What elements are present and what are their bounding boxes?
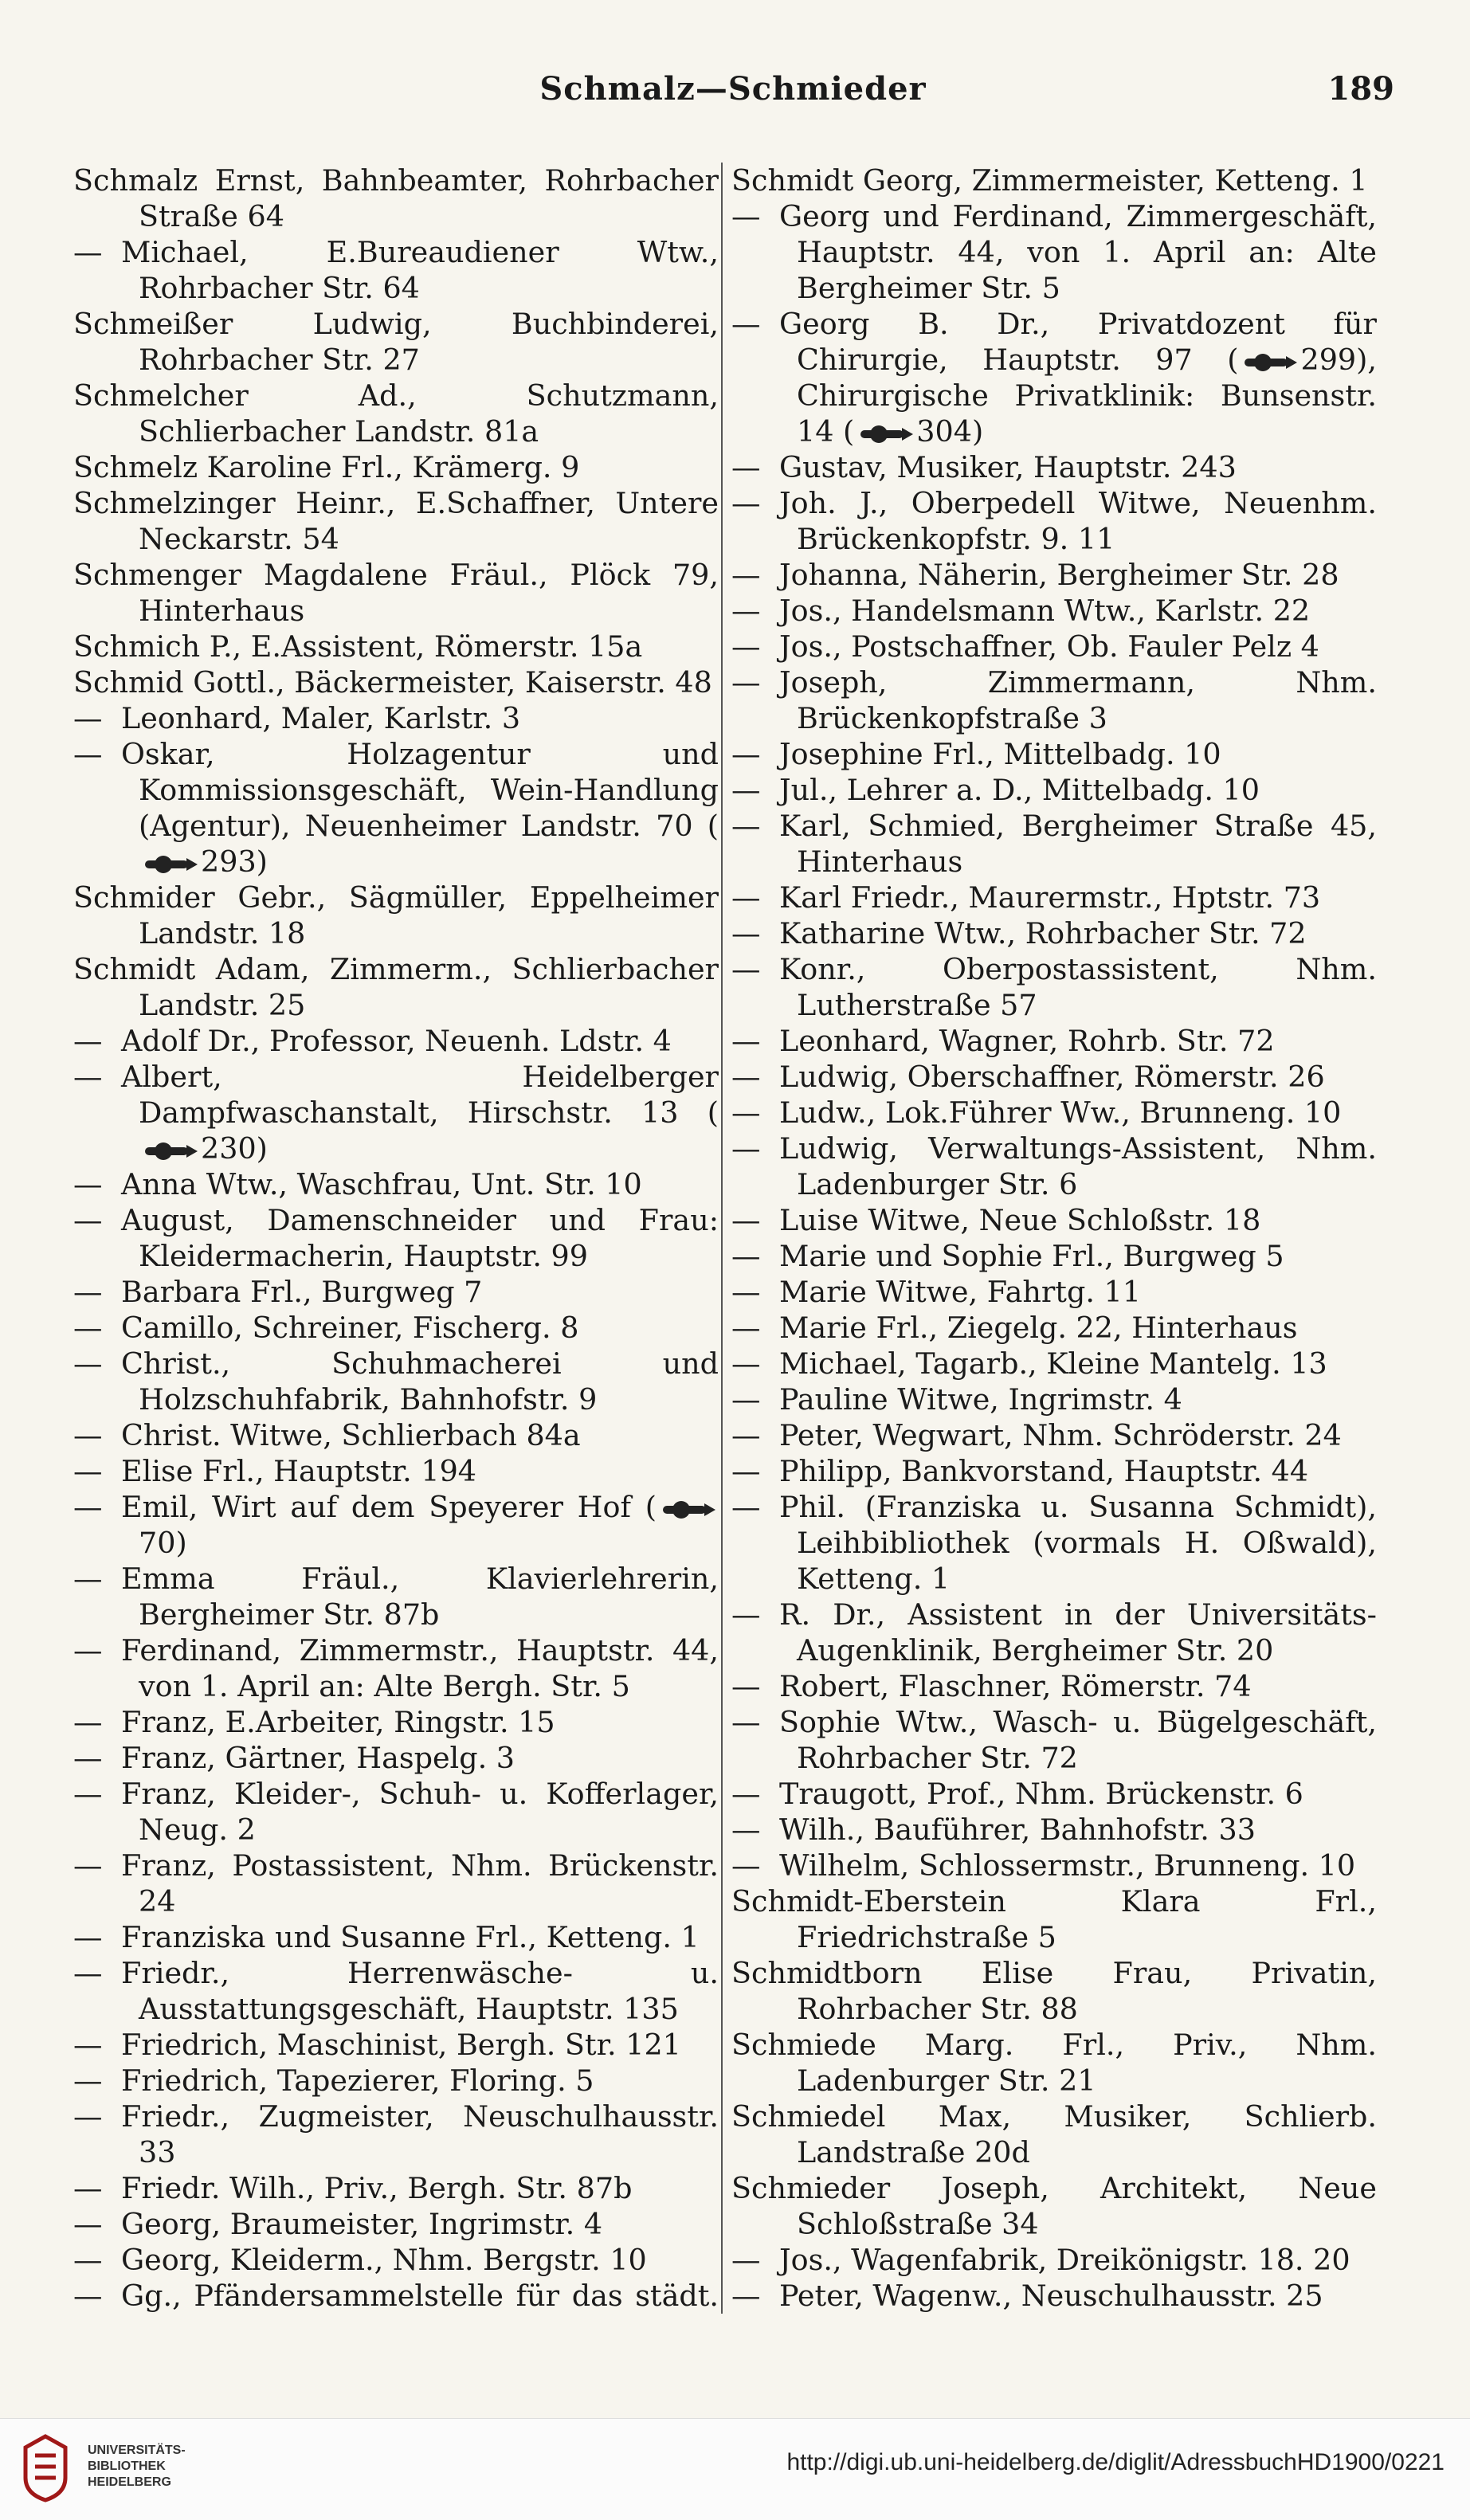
ditto-dash: — xyxy=(731,773,761,807)
ditto-dash: — xyxy=(73,2063,103,2098)
ditto-dash: — xyxy=(73,1741,103,1775)
entry-text: Ludwig, Verwaltungs-Assistent, Nhm. Ladenburger Str. 6 xyxy=(779,1131,1377,1201)
entry-text: Joh. J., Oberpedell Witwe, Neuenhm. Brückenkopfstr. 9. 11 xyxy=(779,486,1377,556)
entry-text: ) xyxy=(971,414,984,449)
entry-text: Katharine Wtw., Rohrbacher Str. 72 xyxy=(779,916,1307,950)
entry-text: Friedrich, Tapezierer, Floring. 5 xyxy=(121,2063,594,2098)
directory-entry xyxy=(731,2242,1377,2278)
entry-text: Schmiedel Max, Musiker, Schlierb. Landstraße 20d xyxy=(731,2099,1377,2169)
entry-text: Emil, Wirt auf dem Speyerer Hof ( xyxy=(121,1490,657,1524)
entry-text: Franz, E.Arbeiter, Ringstr. 15 xyxy=(121,1705,555,1739)
directory-entry xyxy=(73,2099,719,2170)
entry-text: Schmelcher Ad., Schutzmann, Schlierbacher Landstr. 81a xyxy=(73,378,719,449)
ditto-dash: — xyxy=(73,1562,103,1596)
directory-entry xyxy=(731,163,1377,198)
right-column xyxy=(731,163,1377,2314)
entry-text: Wilhelm, Schlossermstr., Brunneng. 10 xyxy=(779,1848,1356,1883)
entry-text: Schmeißer Ludwig, Buchbinderei, Rohrbacher Str. 27 xyxy=(73,307,719,377)
entry-text: Leonhard, Maler, Karlstr. 3 xyxy=(121,701,521,735)
telephone-handset-icon xyxy=(142,1142,198,1160)
directory-entry xyxy=(731,198,1377,306)
ditto-dash: — xyxy=(731,1705,761,1739)
telephone-handset-icon xyxy=(857,425,913,443)
ditto-dash: — xyxy=(731,1490,761,1524)
directory-entry xyxy=(73,2206,719,2242)
directory-entry xyxy=(73,1059,719,1166)
ditto-dash: — xyxy=(731,1095,761,1130)
ditto-dash: — xyxy=(73,1454,103,1488)
entry-text: Oskar, Holzagentur und Kommissionsgeschäft, Wein-Handlung (Agentur), Neuenheimer Landstr. 70 ( xyxy=(121,737,719,843)
directory-entry xyxy=(73,1776,719,1848)
entry-text: Schmelzinger Heinr., E.Schaffner, Untere Neckarstr. 54 xyxy=(73,486,719,556)
directory-entry xyxy=(73,485,719,557)
directory-entry xyxy=(73,1704,719,1740)
ditto-dash: — xyxy=(731,809,761,843)
directory-entry xyxy=(73,1202,719,1274)
directory-entry xyxy=(731,1023,1377,1059)
entry-text: Schmich P., E.Assistent, Römerstr. 15a xyxy=(73,629,643,664)
ditto-dash: — xyxy=(73,2028,103,2062)
directory-entry xyxy=(73,2063,719,2099)
ditto-dash: — xyxy=(731,199,761,233)
phone-number: 230 xyxy=(201,1131,257,1166)
ditto-dash: — xyxy=(73,1490,103,1524)
entry-text: Friedr., Herrenwäsche- u. Ausstattungsgeschäft, Hauptstr. 135 xyxy=(121,1956,719,2026)
directory-entry xyxy=(73,306,719,378)
ditto-dash: — xyxy=(731,1597,761,1632)
ditto-dash: — xyxy=(731,665,761,700)
entry-text: Michael, Tagarb., Kleine Mantelg. 13 xyxy=(779,1346,1327,1381)
phone-number: 304 xyxy=(916,414,972,449)
entry-text: Camillo, Schreiner, Fischerg. 8 xyxy=(121,1311,579,1345)
entry-text: Michael, E.Bureaudiener Wtw., Rohrbacher Str. 64 xyxy=(121,235,719,305)
ditto-dash: — xyxy=(73,1418,103,1452)
entry-text: ), Chirurgische Privatklinik: Bunsenstr. 14 ( xyxy=(797,343,1377,449)
directory-entry xyxy=(731,1704,1377,1776)
ditto-dash: — xyxy=(731,1454,761,1488)
entry-text: Jos., Handelsmann Wtw., Karlstr. 22 xyxy=(779,594,1311,628)
entry-text: Marie Witwe, Fahrtg. 11 xyxy=(779,1275,1141,1309)
entry-text: Schmider Gebr., Sägmüller, Eppelheimer Landstr. 18 xyxy=(73,880,719,950)
directory-entry xyxy=(73,1848,719,1919)
entry-text: Franziska und Susanne Frl., Ketteng. 1 xyxy=(121,1920,700,1954)
entry-text: Gustav, Musiker, Hauptstr. 243 xyxy=(779,450,1237,484)
ditto-dash: — xyxy=(73,1311,103,1345)
ditto-dash: — xyxy=(731,737,761,771)
ditto-dash: — xyxy=(73,1848,103,1883)
entry-text: August, Damenschneider und Frau: Kleidermacherin, Hauptstr. 99 xyxy=(121,1203,719,1273)
directory-entry xyxy=(731,808,1377,880)
directory-entry xyxy=(731,306,1377,449)
ditto-dash: — xyxy=(73,2171,103,2205)
directory-entry xyxy=(731,1883,1377,1955)
entry-text: Josephine Frl., Mittelbadg. 10 xyxy=(779,737,1221,771)
ditto-dash: — xyxy=(73,701,103,735)
entry-text: Schmidt Adam, Zimmerm., Schlierbacher Landstr. 25 xyxy=(73,952,719,1022)
phone-number: 70 xyxy=(139,1526,176,1560)
ditto-dash: — xyxy=(731,1203,761,1237)
entry-text: Jos., Postschaffner, Ob. Fauler Pelz 4 xyxy=(779,629,1319,664)
entry-text: Schmieder Joseph, Architekt, Neue Schloßstraße 34 xyxy=(731,2171,1377,2241)
directory-entry xyxy=(73,2027,719,2063)
ditto-dash: — xyxy=(731,952,761,986)
entry-text: Franz, Gärtner, Haspelg. 3 xyxy=(121,1741,515,1775)
directory-entry xyxy=(731,1417,1377,1453)
ditto-dash: — xyxy=(731,1669,761,1703)
directory-entry xyxy=(731,1668,1377,1704)
entry-text: Marie und Sophie Frl., Burgweg 5 xyxy=(779,1239,1284,1273)
ditto-dash: — xyxy=(73,1920,103,1954)
ditto-dash: — xyxy=(73,2279,103,2313)
directory-entry xyxy=(73,1023,719,1059)
ditto-dash: — xyxy=(73,2243,103,2277)
directory-entry xyxy=(731,880,1377,915)
entry-text: Marie Frl., Ziegelg. 22, Hinterhaus xyxy=(779,1311,1298,1345)
ditto-dash: — xyxy=(731,450,761,484)
ditto-dash: — xyxy=(731,1848,761,1883)
entry-text: Ludwig, Oberschaffner, Römerstr. 26 xyxy=(779,1060,1325,1094)
entry-text: Christ. Witwe, Schlierbach 84a xyxy=(121,1418,581,1452)
left-column xyxy=(73,163,719,2314)
directory-entry xyxy=(73,1632,719,1704)
directory-entry xyxy=(731,736,1377,772)
library-line-2: BIBLIOTHEK xyxy=(88,2459,166,2473)
directory-entry xyxy=(731,1489,1377,1597)
entry-text: Traugott, Prof., Nhm. Brückenstr. 6 xyxy=(779,1777,1303,1811)
entry-text: Luise Witwe, Neue Schloßstr. 18 xyxy=(779,1203,1261,1237)
entry-text: Karl, Schmied, Bergheimer Straße 45, Hinterhaus xyxy=(779,809,1377,879)
entry-text: Georg, Kleiderm., Nhm. Bergstr. 10 xyxy=(121,2243,647,2277)
directory-entry xyxy=(731,1597,1377,1668)
entry-text: Adolf Dr., Professor, Neuenh. Ldstr. 4 xyxy=(121,1024,672,1058)
directory-entry xyxy=(73,2242,719,2278)
directory-entry xyxy=(73,1955,719,2027)
phone-number: 299 xyxy=(1300,343,1357,377)
ditto-dash: — xyxy=(731,1382,761,1417)
directory-entry xyxy=(731,1310,1377,1346)
entry-text: Wilh., Bauführer, Bahnhofstr. 33 xyxy=(779,1813,1256,1847)
ditto-dash: — xyxy=(731,1239,761,1273)
directory-entry xyxy=(731,449,1377,485)
entry-text: Pauline Witwe, Ingrimstr. 4 xyxy=(779,1382,1182,1417)
entry-text: Schmalz Ernst, Bahnbeamter, Rohrbacher Straße 64 xyxy=(73,163,719,233)
ditto-dash: — xyxy=(731,629,761,664)
entry-text: Johanna, Näherin, Bergheimer Str. 28 xyxy=(779,558,1339,592)
entry-text: Karl Friedr., Maurermstr., Hptstr. 73 xyxy=(779,880,1321,915)
entry-text: Leonhard, Wagner, Rohrb. Str. 72 xyxy=(779,1024,1275,1058)
directory-entry xyxy=(73,880,719,951)
directory-entry xyxy=(731,664,1377,736)
entry-text: Jos., Wagenfabrik, Dreikönigstr. 18. 20 xyxy=(779,2243,1350,2277)
entry-text: Schmid Gottl., Bäckermeister, Kaiserstr. 48 xyxy=(73,665,712,700)
directory-entry xyxy=(731,557,1377,593)
directory-entry xyxy=(73,1489,719,1561)
directory-entry xyxy=(731,593,1377,629)
ditto-dash: — xyxy=(73,1024,103,1058)
ditto-dash: — xyxy=(73,1203,103,1237)
ditto-dash: — xyxy=(731,1131,761,1166)
ditto-dash: — xyxy=(731,1777,761,1811)
directory-entry xyxy=(731,2099,1377,2170)
entry-text: Franz, Kleider-, Schuh- u. Kofferlager, Neug. 2 xyxy=(121,1777,719,1847)
telephone-handset-icon xyxy=(660,1501,715,1519)
library-line-1: UNIVERSITÄTS- xyxy=(88,2444,186,2457)
library-name xyxy=(88,2443,186,2491)
column-divider xyxy=(721,163,723,2314)
directory-entry xyxy=(731,1131,1377,1202)
directory-entry xyxy=(73,2170,719,2206)
entry-text: Robert, Flaschner, Römerstr. 74 xyxy=(779,1669,1252,1703)
entry-text: ) xyxy=(175,1526,187,1560)
entry-text: Georg B. Dr., Privatdozent für Chirurgie, Hauptstr. 97 ( xyxy=(779,307,1377,377)
university-seal-icon xyxy=(18,2432,73,2503)
directory-entry xyxy=(731,2278,1377,2314)
directory-entry xyxy=(73,736,719,880)
entry-text: Schmidt Georg, Zimmermeister, Ketteng. 1 xyxy=(731,163,1368,198)
entry-text: Georg, Braumeister, Ingrimstr. 4 xyxy=(121,2207,603,2241)
ditto-dash: — xyxy=(731,1813,761,1847)
directory-entry xyxy=(731,2027,1377,2099)
directory-entry xyxy=(73,1919,719,1955)
directory-entry xyxy=(73,700,719,736)
ditto-dash: — xyxy=(731,307,761,341)
ditto-dash: — xyxy=(731,880,761,915)
ditto-dash: — xyxy=(731,1418,761,1452)
entry-text: Anna Wtw., Waschfrau, Unt. Str. 10 xyxy=(121,1167,642,1201)
directory-entry xyxy=(73,163,719,234)
entry-text: Albert, Heidelberger Dampfwaschanstalt, Hirschstr. 13 ( xyxy=(121,1060,719,1130)
directory-entry xyxy=(73,1561,719,1632)
directory-entry xyxy=(731,1381,1377,1417)
directory-entry xyxy=(731,629,1377,664)
entry-text: Friedrich, Maschinist, Bergh. Str. 121 xyxy=(121,2028,681,2062)
directory-entry xyxy=(731,772,1377,808)
library-line-3: HEIDELBERG xyxy=(88,2475,171,2489)
directory-entry xyxy=(73,1346,719,1417)
directory-entry xyxy=(73,951,719,1023)
ditto-dash: — xyxy=(731,2243,761,2277)
directory-entry xyxy=(73,378,719,449)
entry-text: Peter, Wegwart, Nhm. Schröderstr. 24 xyxy=(779,1418,1342,1452)
directory-entry xyxy=(731,1453,1377,1489)
directory-entry xyxy=(73,629,719,664)
entry-text: Schmelz Karoline Frl., Krämerg. 9 xyxy=(73,450,580,484)
directory-entry xyxy=(731,1095,1377,1131)
directory-entry xyxy=(73,449,719,485)
telephone-handset-icon xyxy=(142,856,198,873)
ditto-dash: — xyxy=(731,558,761,592)
source-url[interactable]: http://digi.ub.uni-heidelberg.de/diglit/AdressbuchHD1900/0221 xyxy=(786,2449,1445,2475)
directory-entry xyxy=(73,1740,719,1776)
ditto-dash: — xyxy=(73,1777,103,1811)
ditto-dash: — xyxy=(73,235,103,269)
entry-text: Emma Fräul., Klavierlehrerin, Bergheimer Str. 87b xyxy=(121,1562,719,1632)
entry-text: Barbara Frl., Burgweg 7 xyxy=(121,1275,483,1309)
entry-text: Christ., Schuhmacherei und Holzschuhfabrik, Bahnhofstr. 9 xyxy=(121,1346,719,1417)
directory-entry xyxy=(731,485,1377,557)
ditto-dash: — xyxy=(73,1060,103,1094)
entry-text: R. Dr., Assistent in der Universitäts-Augenklinik, Bergheimer Str. 20 xyxy=(779,1597,1377,1668)
entry-text: Konr., Oberpostassistent, Nhm. Lutherstraße 57 xyxy=(779,952,1377,1022)
entry-text: ) xyxy=(256,845,268,879)
directory-entry xyxy=(731,1812,1377,1848)
ditto-dash: — xyxy=(731,594,761,628)
entry-text: Schmenger Magdalene Fräul., Plöck 79, Hinterhaus xyxy=(73,558,719,628)
ditto-dash: — xyxy=(73,1633,103,1668)
ditto-dash: — xyxy=(731,1275,761,1309)
footer-bar xyxy=(0,2418,1470,2520)
entry-text: Georg und Ferdinand, Zimmergeschäft, Hauptstr. 44, von 1. April an: Alte Bergheimer Str. 5 xyxy=(779,199,1377,305)
ditto-dash: — xyxy=(73,1956,103,1990)
ditto-dash: — xyxy=(73,737,103,771)
entry-text: Phil. (Franziska u. Susanna Schmidt), Leihbibliothek (vormals H. Oßwald), Ketteng. 1 xyxy=(779,1490,1377,1596)
entry-text: Friedr. Wilh., Priv., Bergh. Str. 87b xyxy=(121,2171,633,2205)
ditto-dash: — xyxy=(731,2279,761,2313)
directory-entry xyxy=(731,1202,1377,1238)
directory-entry xyxy=(73,1453,719,1489)
directory-entry xyxy=(73,664,719,700)
ditto-dash: — xyxy=(73,1275,103,1309)
directory-entry xyxy=(73,234,719,306)
directory-entry xyxy=(73,557,719,629)
directory-entry xyxy=(731,1238,1377,1274)
phone-number: 293 xyxy=(201,845,257,879)
directory-entry xyxy=(73,1274,719,1310)
entry-text: Philipp, Bankvorstand, Hauptstr. 44 xyxy=(779,1454,1309,1488)
ditto-dash: — xyxy=(731,486,761,520)
ditto-dash: — xyxy=(731,1060,761,1094)
ditto-dash: — xyxy=(73,1346,103,1381)
entry-text: Schmiede Marg. Frl., Priv., Nhm. Ladenburger Str. 21 xyxy=(731,2028,1377,2098)
directory-entry xyxy=(731,2170,1377,2242)
entry-text: Friedr., Zugmeister, Neuschulhausstr. 33 xyxy=(121,2099,719,2169)
entry-text: Peter, Wagenw., Neuschulhausstr. 25 xyxy=(779,2279,1323,2313)
entry-text: Ludw., Lok.Führer Ww., Brunneng. 10 xyxy=(779,1095,1342,1130)
ditto-dash: — xyxy=(73,2099,103,2134)
telephone-handset-icon xyxy=(1241,354,1297,371)
entry-text: ) xyxy=(256,1131,268,1166)
entry-text: Franz, Postassistent, Nhm. Brückenstr. 24 xyxy=(121,1848,719,1918)
ditto-dash: — xyxy=(731,1024,761,1058)
directory-entry xyxy=(731,1955,1377,2027)
page-number: 189 xyxy=(1327,70,1394,108)
entry-text: Schmidtborn Elise Frau, Privatin, Rohrbacher Str. 88 xyxy=(731,1956,1377,2026)
entry-text: Schmidt-Eberstein Klara Frl., Friedrichstraße 5 xyxy=(731,1884,1377,1954)
ditto-dash: — xyxy=(731,1346,761,1381)
entry-text: Sophie Wtw., Wasch- u. Bügelgeschäft, Rohrbacher Str. 72 xyxy=(779,1705,1377,1775)
ditto-dash: — xyxy=(731,1311,761,1345)
entry-text: Ferdinand, Zimmermstr., Hauptstr. 44, von 1. April an: Alte Bergh. Str. 5 xyxy=(121,1633,719,1703)
entry-text: Gg., Pfändersammelstelle für das städt. xyxy=(121,2279,719,2313)
directory-entry xyxy=(731,1059,1377,1095)
directory-entry xyxy=(73,1166,719,1202)
ditto-dash: — xyxy=(731,916,761,950)
directory-entry xyxy=(73,1417,719,1453)
directory-entry xyxy=(73,1310,719,1346)
page-header xyxy=(72,70,1394,126)
directory-entry xyxy=(73,2278,719,2314)
running-title: Schmalz—Schmieder xyxy=(539,70,927,108)
directory-entry xyxy=(731,915,1377,951)
ditto-dash: — xyxy=(73,1705,103,1739)
directory-entry xyxy=(731,1346,1377,1381)
directory-entry xyxy=(731,1848,1377,1883)
ditto-dash: — xyxy=(73,1167,103,1201)
directory-entry xyxy=(731,1274,1377,1310)
entry-text: Elise Frl., Hauptstr. 194 xyxy=(121,1454,477,1488)
directory-entry xyxy=(731,1776,1377,1812)
directory-entry xyxy=(731,951,1377,1023)
ditto-dash: — xyxy=(73,2207,103,2241)
entry-text: Jul., Lehrer a. D., Mittelbadg. 10 xyxy=(779,773,1260,807)
entry-text: Joseph, Zimmermann, Nhm. Brückenkopfstraße 3 xyxy=(779,665,1377,735)
